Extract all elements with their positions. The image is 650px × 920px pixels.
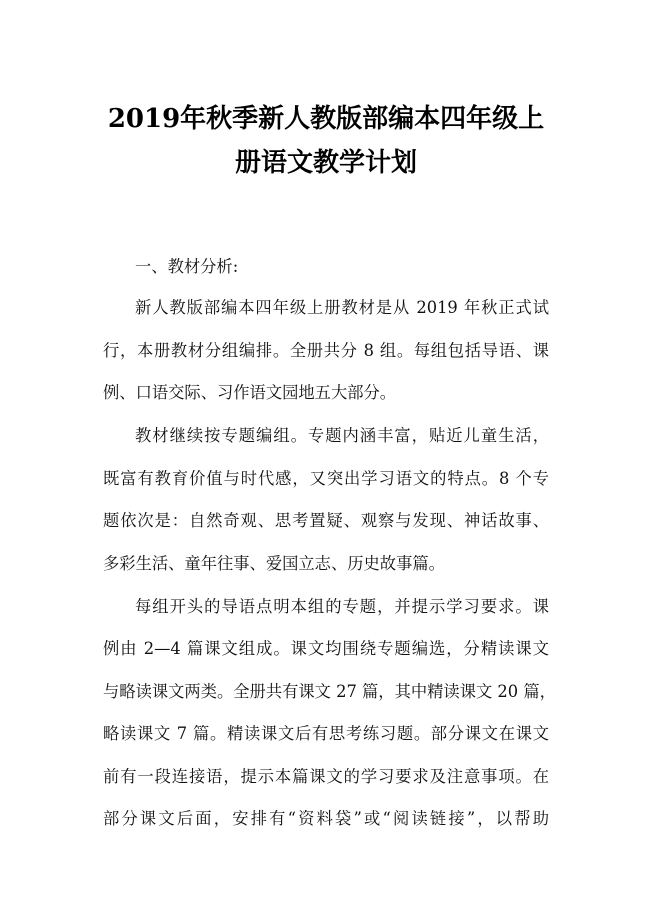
paragraph-1-line-1: 新人教版部编本四年级上册教材是从 2019 年秋正式试 [135, 298, 549, 317]
document-title-line-2: 册语文教学计划 [234, 148, 417, 178]
paragraph-2-line-2: 既富有教育价值与时代感，又突出学习语文的特点。8 个专 [103, 469, 549, 488]
paragraph-3-line-3: 与略读课文两类。全册共有课文 27 篇，其中精读课文 20 篇， [103, 682, 556, 701]
paragraph-2-line-3: 题依次是：自然奇观、思考置疑、观察与发现、神话故事、 [103, 511, 549, 530]
paragraph-2-line-1: 教材继续按专题编组。专题内涵丰富，贴近儿童生活， [135, 426, 549, 445]
paragraph-3-line-4: 略读课文 7 篇。精读课文后有思考练习题。部分课文在课文 [103, 724, 549, 743]
paragraph-1-line-3: 例、口语交际、习作语文园地五大部分。 [103, 383, 397, 402]
section-heading: 一、教材分析: [135, 257, 239, 276]
document-title-line-1: 2019年秋季新人教版部编本四年级上 [107, 104, 545, 134]
paragraph-3-line-6: 部分课文后面，安排有“资料袋”或“阅读链接”，以帮助 [103, 809, 549, 828]
paragraph-3-line-5: 前有一段连接语，提示本篇课文的学习要求及注意事项。在 [103, 767, 549, 786]
paragraph-2-line-4: 多彩生活、童年往事、爱国立志、历史故事篇。 [103, 554, 445, 573]
paragraph-3-line-1: 每组开头的导语点明本组的专题，并提示学习要求。课 [135, 597, 549, 616]
paragraph-1-line-2: 行，本册教材分组编排。全册共分 8 组。每组包括导语、课 [103, 341, 549, 360]
paragraph-3-line-2: 例由 2—4 篇课文组成。课文均围绕专题编选，分精读课文 [103, 639, 549, 658]
